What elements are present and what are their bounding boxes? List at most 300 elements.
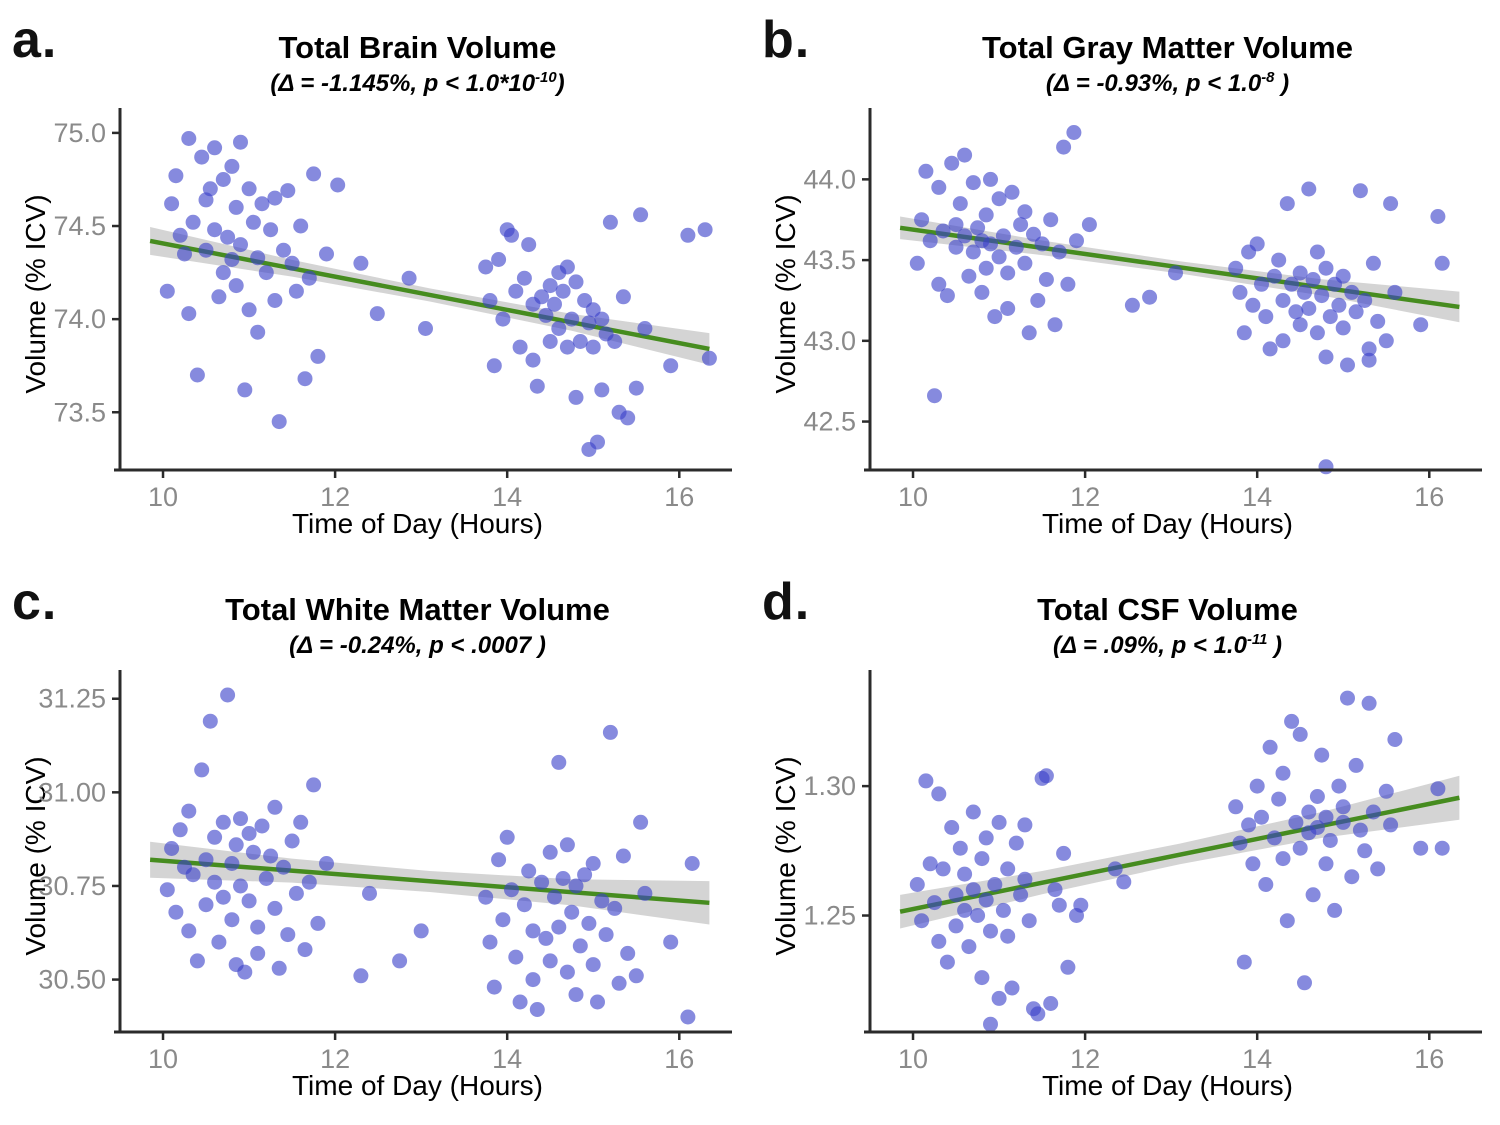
- data-point: [560, 837, 575, 852]
- data-point: [1000, 861, 1015, 876]
- data-point: [517, 271, 532, 286]
- data-point: [547, 297, 562, 312]
- data-point: [966, 175, 981, 190]
- x-tick-label: 14: [1242, 482, 1273, 512]
- data-point: [259, 871, 274, 886]
- data-point: [267, 293, 282, 308]
- scatter-plot-canvas: [0, 0, 750, 562]
- data-point: [1017, 817, 1032, 832]
- data-point: [569, 274, 584, 289]
- data-point: [1387, 285, 1402, 300]
- data-point: [970, 220, 985, 235]
- data-point: [979, 830, 994, 845]
- data-point: [1142, 290, 1157, 305]
- data-point: [276, 243, 291, 258]
- data-point: [160, 882, 175, 897]
- data-point: [953, 196, 968, 211]
- data-point: [259, 265, 274, 280]
- subtitle-pre: (Δ = -1.145%, p < 1.0*10: [270, 70, 536, 97]
- x-tick-label: 12: [320, 482, 351, 512]
- data-point: [1000, 929, 1015, 944]
- data-point: [207, 830, 222, 845]
- y-axis-label: Volume (% ICV): [20, 756, 51, 956]
- panel-letter: b.: [762, 11, 811, 69]
- data-point: [1293, 266, 1308, 281]
- data-point: [1000, 301, 1015, 316]
- data-point: [1056, 846, 1071, 861]
- data-point: [629, 968, 644, 983]
- data-point: [207, 875, 222, 890]
- data-point: [330, 178, 345, 193]
- data-point: [931, 934, 946, 949]
- data-point: [633, 207, 648, 222]
- data-point: [1288, 304, 1303, 319]
- data-point: [961, 269, 976, 284]
- data-point: [979, 207, 994, 222]
- data-point: [702, 351, 717, 366]
- data-point: [362, 886, 377, 901]
- data-point: [194, 150, 209, 165]
- data-point: [663, 935, 678, 950]
- data-point: [530, 379, 545, 394]
- x-tick-label: 16: [664, 1044, 695, 1074]
- data-point: [242, 826, 257, 841]
- data-point: [1297, 975, 1312, 990]
- data-point: [1043, 212, 1058, 227]
- data-point: [957, 867, 972, 882]
- data-point: [1301, 805, 1316, 820]
- data-point: [1048, 882, 1063, 897]
- subtitle-pre: (Δ = .09%, p < 1.0: [1052, 632, 1247, 659]
- data-point: [1383, 196, 1398, 211]
- data-point: [1005, 185, 1020, 200]
- data-point: [1331, 779, 1346, 794]
- data-point: [1245, 298, 1260, 313]
- data-point: [1435, 841, 1450, 856]
- data-point: [607, 901, 622, 916]
- data-point: [914, 913, 929, 928]
- data-point: [1267, 830, 1282, 845]
- data-point: [418, 321, 433, 336]
- data-point: [1069, 233, 1084, 248]
- data-point: [242, 893, 257, 908]
- data-point: [573, 938, 588, 953]
- data-point: [370, 306, 385, 321]
- subtitle-superscript: -8: [1261, 70, 1275, 86]
- y-tick-label: 43.0: [803, 325, 856, 356]
- data-point: [680, 1010, 695, 1025]
- panel-d-total-csf-volume: [750, 562, 1500, 1124]
- data-point: [966, 882, 981, 897]
- data-point: [1039, 272, 1054, 287]
- data-point: [181, 804, 196, 819]
- data-point: [543, 278, 558, 293]
- data-point: [1254, 810, 1269, 825]
- x-tick-label: 14: [492, 482, 523, 512]
- data-point: [199, 852, 214, 867]
- data-point: [353, 256, 368, 271]
- data-point: [974, 851, 989, 866]
- data-point: [508, 950, 523, 965]
- data-point: [1022, 913, 1037, 928]
- x-tick-label: 12: [1070, 482, 1101, 512]
- data-point: [987, 877, 1002, 892]
- data-point: [181, 131, 196, 146]
- data-point: [211, 289, 226, 304]
- data-point: [1237, 325, 1252, 340]
- data-point: [551, 755, 566, 770]
- data-point: [1353, 183, 1368, 198]
- data-point: [1357, 293, 1372, 308]
- data-point: [607, 334, 622, 349]
- data-point: [1383, 817, 1398, 832]
- data-point: [1276, 333, 1291, 348]
- data-point: [229, 200, 244, 215]
- data-point: [1331, 298, 1346, 313]
- subtitle-post: ): [1274, 70, 1290, 97]
- y-tick-label: 75.0: [53, 117, 106, 148]
- data-point: [1430, 209, 1445, 224]
- data-point: [293, 219, 308, 234]
- data-point: [513, 340, 528, 355]
- data-point: [936, 861, 951, 876]
- data-point: [267, 191, 282, 206]
- data-point: [1344, 869, 1359, 884]
- data-point: [543, 334, 558, 349]
- data-point: [242, 181, 257, 196]
- data-point: [534, 875, 549, 890]
- data-point: [255, 196, 270, 211]
- data-point: [229, 837, 244, 852]
- data-point: [173, 822, 188, 837]
- data-point: [1387, 732, 1402, 747]
- data-point: [1005, 981, 1020, 996]
- y-tick-label: 74.0: [53, 304, 106, 335]
- data-point: [637, 321, 652, 336]
- data-point: [1319, 856, 1334, 871]
- data-point: [164, 841, 179, 856]
- data-point: [983, 172, 998, 187]
- data-point: [979, 893, 994, 908]
- data-point: [663, 358, 678, 373]
- data-point: [1297, 285, 1312, 300]
- data-point: [1288, 815, 1303, 830]
- data-point: [521, 864, 536, 879]
- data-point: [957, 228, 972, 243]
- subtitle-post: ): [556, 70, 565, 97]
- data-point: [1310, 789, 1325, 804]
- x-axis-label: Time of Day (Hours): [1041, 1070, 1293, 1101]
- data-point: [233, 879, 248, 894]
- data-point: [633, 815, 648, 830]
- data-point: [569, 390, 584, 405]
- data-point: [211, 935, 226, 950]
- data-point: [246, 845, 261, 860]
- data-point: [599, 927, 614, 942]
- data-point: [538, 931, 553, 946]
- data-point: [1108, 861, 1123, 876]
- data-point: [190, 368, 205, 383]
- data-point: [543, 845, 558, 860]
- data-point: [1250, 779, 1265, 794]
- data-point: [199, 243, 214, 258]
- x-axis-label: Time of Day (Hours): [291, 1070, 543, 1101]
- data-point: [500, 830, 515, 845]
- data-point: [629, 381, 644, 396]
- scatter-plot-canvas: [0, 562, 750, 1124]
- data-point: [556, 871, 571, 886]
- data-point: [526, 353, 541, 368]
- data-points: [910, 125, 1450, 474]
- data-point: [216, 172, 231, 187]
- x-tick-label: 14: [1242, 1044, 1273, 1074]
- panel-letter: c.: [12, 573, 58, 631]
- data-point: [306, 166, 321, 181]
- y-tick-label: 31.00: [38, 777, 106, 808]
- y-tick-label: 74.5: [53, 211, 106, 242]
- data-point: [1340, 358, 1355, 373]
- x-tick-label: 12: [320, 1044, 351, 1074]
- data-point: [177, 247, 192, 262]
- data-point: [302, 271, 317, 286]
- data-point: [1310, 245, 1325, 260]
- data-point: [547, 890, 562, 905]
- subtitle-pre: (Δ = -0.93%, p < 1.0: [1045, 70, 1262, 97]
- data-point: [1280, 913, 1295, 928]
- data-point: [551, 920, 566, 935]
- data-point: [949, 887, 964, 902]
- data-point: [1066, 125, 1081, 140]
- subtitle-superscript: -10: [535, 70, 557, 86]
- y-tick-label: 30.50: [38, 964, 106, 995]
- data-point: [224, 159, 239, 174]
- data-point: [285, 256, 300, 271]
- data-point: [293, 815, 308, 830]
- y-tick-label: 44.0: [803, 164, 856, 195]
- panel-b-total-gray-matter-volume: [750, 0, 1500, 562]
- data-point: [931, 786, 946, 801]
- data-point: [1336, 269, 1351, 284]
- data-point: [280, 927, 295, 942]
- data-point: [1370, 861, 1385, 876]
- data-point: [983, 924, 998, 939]
- data-point: [1271, 253, 1286, 268]
- data-point: [586, 340, 601, 355]
- data-point: [1009, 240, 1024, 255]
- data-point: [940, 288, 955, 303]
- data-point: [1052, 898, 1067, 913]
- data-point: [1017, 204, 1032, 219]
- data-point: [233, 811, 248, 826]
- data-point: [1435, 256, 1450, 271]
- data-point: [983, 1017, 998, 1032]
- x-tick-label: 16: [1414, 482, 1445, 512]
- data-point: [1000, 266, 1015, 281]
- data-point: [927, 895, 942, 910]
- data-point: [957, 148, 972, 163]
- data-point: [402, 271, 417, 286]
- data-point: [914, 212, 929, 227]
- data-point: [918, 164, 933, 179]
- x-axis-label: Time of Day (Hours): [1041, 508, 1293, 539]
- data-point: [1319, 261, 1334, 276]
- data-point: [478, 260, 493, 275]
- data-point: [229, 278, 244, 293]
- data-point: [1228, 261, 1243, 276]
- data-point: [1280, 196, 1295, 211]
- data-point: [1340, 691, 1355, 706]
- data-point: [949, 918, 964, 933]
- y-axis-label: Volume (% ICV): [770, 194, 801, 394]
- y-tick-label: 31.25: [38, 683, 106, 714]
- data-point: [685, 856, 700, 871]
- data-point: [1245, 856, 1260, 871]
- data-point: [974, 970, 989, 985]
- data-point: [1013, 217, 1028, 232]
- data-point: [495, 312, 510, 327]
- data-point: [586, 856, 601, 871]
- data-point: [1379, 333, 1394, 348]
- data-point: [319, 856, 334, 871]
- data-point: [272, 961, 287, 976]
- y-tick-label: 30.75: [38, 870, 106, 901]
- data-point: [698, 222, 713, 237]
- data-point: [992, 815, 1007, 830]
- data-point: [918, 773, 933, 788]
- data-point: [1323, 833, 1338, 848]
- data-point: [233, 237, 248, 252]
- data-point: [216, 815, 231, 830]
- data-point: [1276, 766, 1291, 781]
- data-point: [242, 302, 257, 317]
- data-point: [504, 882, 519, 897]
- data-point: [612, 976, 627, 991]
- data-point: [526, 923, 541, 938]
- data-point: [285, 834, 300, 849]
- data-point: [551, 321, 566, 336]
- data-point: [1413, 841, 1428, 856]
- data-point: [298, 942, 313, 957]
- data-point: [526, 972, 541, 987]
- data-point: [1353, 823, 1368, 838]
- data-point: [1035, 236, 1050, 251]
- data-point: [1357, 843, 1372, 858]
- data-point: [1306, 272, 1321, 287]
- data-point: [1125, 298, 1140, 313]
- data-point: [1241, 817, 1256, 832]
- data-point: [310, 349, 325, 364]
- y-axis-label: Volume (% ICV): [770, 756, 801, 956]
- data-point: [164, 196, 179, 211]
- data-point: [194, 762, 209, 777]
- data-point: [1319, 350, 1334, 365]
- data-point: [992, 991, 1007, 1006]
- data-point: [508, 284, 523, 299]
- data-point: [586, 957, 601, 972]
- y-tick-label: 1.25: [803, 900, 856, 931]
- x-axis-label: Time of Day (Hours): [291, 508, 543, 539]
- data-point: [491, 852, 506, 867]
- data-point: [543, 953, 558, 968]
- data-point: [220, 230, 235, 245]
- panel-a-total-brain-volume: [0, 0, 750, 562]
- data-point: [263, 849, 278, 864]
- data-point: [250, 946, 265, 961]
- scatter-plot-canvas: [750, 0, 1500, 562]
- data-point: [1233, 836, 1248, 851]
- data-point: [478, 890, 493, 905]
- data-point: [199, 897, 214, 912]
- data-point: [203, 181, 218, 196]
- data-point: [181, 923, 196, 938]
- data-point: [1293, 727, 1308, 742]
- data-point: [581, 442, 596, 457]
- data-point: [1082, 217, 1097, 232]
- data-point: [319, 247, 334, 262]
- data-point: [233, 135, 248, 150]
- data-point: [931, 180, 946, 195]
- data-point: [1362, 696, 1377, 711]
- data-point: [513, 995, 528, 1010]
- subtitle-pre: (Δ = -0.24%, p < .0007 ): [289, 632, 546, 659]
- data-point: [1060, 277, 1075, 292]
- y-axis-label: Volume (% ICV): [20, 194, 51, 394]
- data-point: [530, 1002, 545, 1017]
- data-point: [1344, 285, 1359, 300]
- data-point: [1258, 309, 1273, 324]
- x-tick-label: 10: [147, 482, 179, 512]
- data-point: [560, 340, 575, 355]
- data-point: [940, 955, 955, 970]
- data-point: [1336, 799, 1351, 814]
- data-point: [1362, 353, 1377, 368]
- data-point: [936, 224, 951, 239]
- data-point: [1263, 740, 1278, 755]
- data-point: [594, 382, 609, 397]
- data-point: [1052, 245, 1067, 260]
- data-point: [250, 920, 265, 935]
- data-point: [207, 222, 222, 237]
- data-point: [974, 285, 989, 300]
- data-point: [996, 228, 1011, 243]
- data-point: [207, 140, 222, 155]
- data-point: [556, 284, 571, 299]
- data-point: [517, 897, 532, 912]
- data-point: [1237, 955, 1252, 970]
- data-point: [957, 903, 972, 918]
- subtitle-post: ): [1267, 632, 1283, 659]
- data-point: [1271, 792, 1286, 807]
- data-point: [1258, 877, 1273, 892]
- data-point: [224, 252, 239, 267]
- panel-letter: a.: [12, 11, 58, 69]
- data-point: [1349, 758, 1364, 773]
- data-point: [992, 191, 1007, 206]
- data-point: [250, 325, 265, 340]
- panel-c-total-white-matter-volume: [0, 562, 750, 1124]
- data-point: [564, 312, 579, 327]
- data-point: [1319, 459, 1334, 474]
- data-point: [1263, 341, 1278, 356]
- data-point: [1370, 314, 1385, 329]
- data-point: [246, 215, 261, 230]
- data-point: [1284, 714, 1299, 729]
- data-point: [302, 875, 317, 890]
- data-point: [173, 228, 188, 243]
- data-point: [1009, 836, 1024, 851]
- data-point: [1293, 317, 1308, 332]
- data-point: [298, 371, 313, 386]
